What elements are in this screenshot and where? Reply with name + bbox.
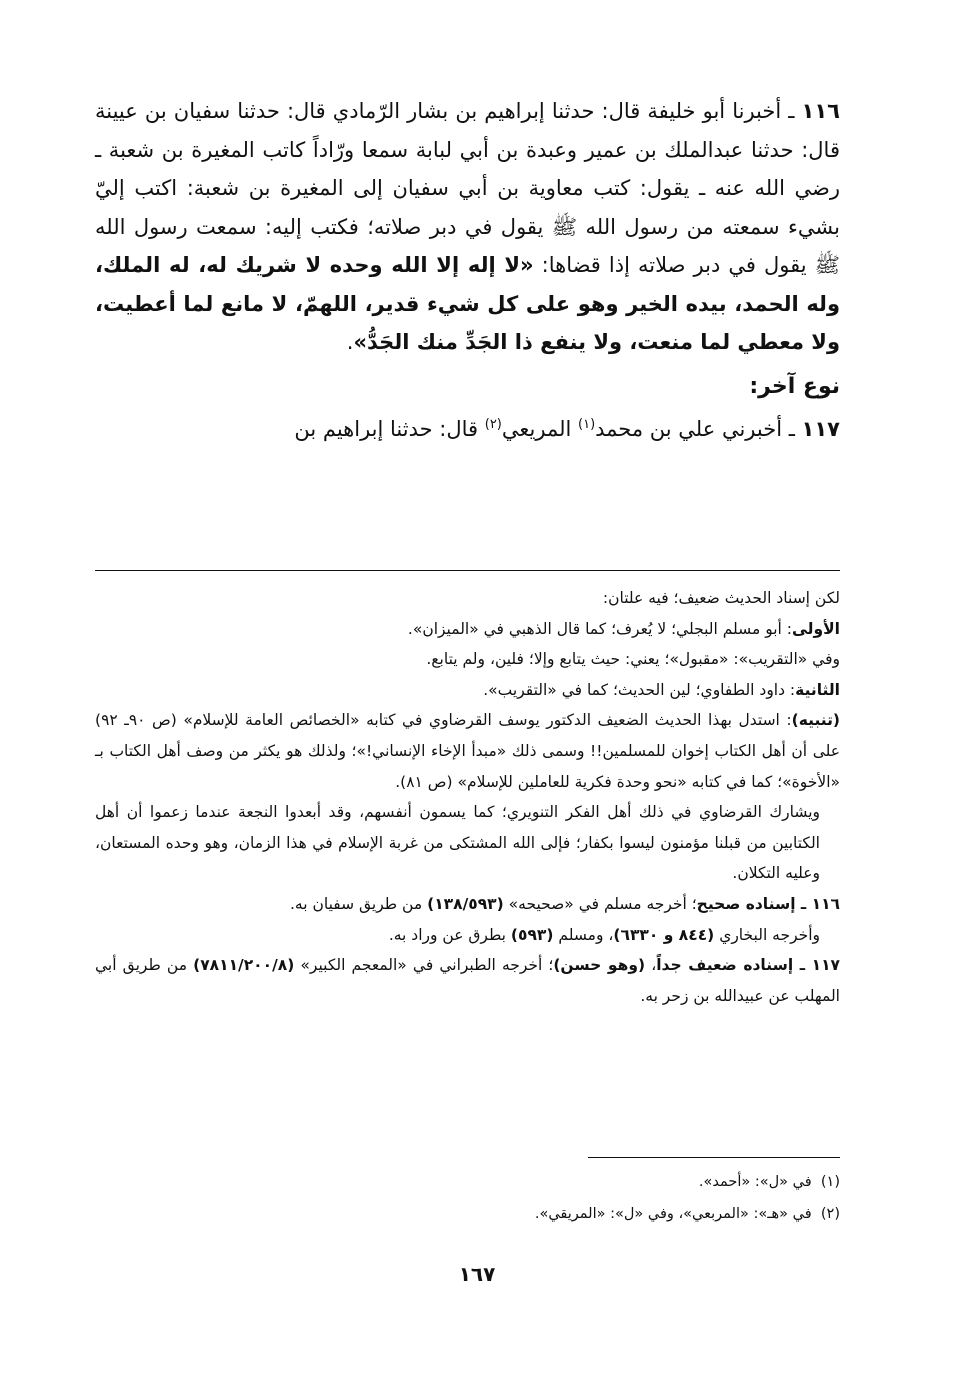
note-ref: (١٣٨/٥٩٣) bbox=[427, 894, 504, 913]
note-text: : داود الطفاوي؛ لين الحديث؛ كما في «التقريب». bbox=[483, 680, 796, 699]
takhrij-117 bbox=[95, 950, 840, 1011]
note-line bbox=[95, 675, 840, 706]
note-text: : أبو مسلم البجلي؛ لا يُعرف؛ كما قال الذهبي في «الميزان». bbox=[407, 619, 792, 638]
takhrij-116-extra bbox=[95, 920, 840, 951]
commentary bbox=[95, 583, 840, 1011]
note-label: (تنبيه) bbox=[791, 711, 841, 730]
hadith-isnad-end: قال: حدثنا إبراهيم بن bbox=[294, 417, 485, 441]
section-heading-text: نوع آخر: bbox=[749, 373, 840, 399]
footnote-text: في «هـ»: «المربعي»، وفي «ل»: «المريقي». bbox=[534, 1206, 812, 1222]
hadith-117 bbox=[95, 406, 840, 449]
note-label: ١١٧ ـ إسناده ضعيف جداً bbox=[656, 956, 840, 975]
note-paragraph bbox=[95, 705, 840, 797]
hadith-isnad-mid: المريعي bbox=[501, 417, 578, 441]
takhrij-116 bbox=[95, 889, 840, 920]
main-divider bbox=[95, 570, 840, 571]
footnote-2 bbox=[95, 1198, 840, 1230]
footnote-text: في «ل»: «أحمد». bbox=[698, 1174, 812, 1190]
note-text: ؛ أخرجه مسلم في «صحيحه» bbox=[503, 894, 697, 913]
note-line: وفي «التقريب»: «مقبول»؛ يعني: حيث يتابع وإلا؛ فلين، ولم يتابع. bbox=[426, 650, 840, 669]
note-paragraph: ويشارك القرضاوي في ذلك أهل الفكر التنويري؛ كما يسمون أنفسهم، وقد أبعدوا النجعة عندما زعموا أن أهل الكتابين من قبلنا مؤمنون ليسوا بكفار؛ فإلى الله المشتكى من غربة الإسلام في هذا الزمان، وهو وحده المستعان، وعليه التكلان. bbox=[95, 803, 820, 883]
note-label: الثانية bbox=[795, 680, 840, 699]
note-ref: (٨٤٤ و ٦٣٣٠) bbox=[613, 925, 715, 944]
note-text: وأخرجه البخاري bbox=[714, 925, 820, 944]
footnote-divider bbox=[588, 1157, 840, 1158]
note-text: ؛ أخرجه الطبراني في «المعجم الكبير» bbox=[294, 956, 554, 975]
footnote-ref-2: (٢) bbox=[484, 417, 502, 432]
note-ref: (٥٩٣) bbox=[510, 925, 554, 944]
note-text: بطرق عن وراد به. bbox=[388, 925, 511, 944]
page-number: ١٦٧ bbox=[458, 1262, 496, 1286]
main-text bbox=[95, 92, 840, 449]
note-text: من طريق أبي المهلب عن عبيدالله بن زحر به. bbox=[95, 956, 840, 1005]
note-line: لكن إسناد الحديث ضعيف؛ فيه علتان: bbox=[602, 589, 840, 607]
note-line bbox=[95, 614, 840, 645]
hadith-116 bbox=[95, 92, 840, 362]
hadith-isnad: ـ أخبرني علي بن محمد bbox=[595, 417, 802, 441]
footnote-1 bbox=[95, 1166, 840, 1198]
hadith-matn: «لا إله إلا الله وحده لا شريك له، له الملك، وله الحمد، بيده الخير وهو على كل شيء قدير، اللهمّ، لا مانع لما أعطيت، ولا معطي لما منعت، ولا ينفع ذا الجَدِّ منك الجَدُّ» bbox=[95, 253, 840, 354]
note-text: ، bbox=[645, 956, 657, 975]
footnote-number: (٢) bbox=[820, 1206, 840, 1222]
footnote-number: (١) bbox=[820, 1174, 840, 1190]
hadith-end: . bbox=[346, 330, 354, 354]
note-ref: (وهو حسن) bbox=[553, 956, 646, 975]
note-text: من طريق سفيان به. bbox=[289, 894, 428, 913]
footnotes bbox=[95, 1166, 840, 1230]
hadith-number: ١١٦ bbox=[801, 99, 840, 123]
note-text: ، ومسلم bbox=[553, 925, 614, 944]
hadith-number: ١١٧ bbox=[801, 417, 840, 441]
footnote-ref-1: (١) bbox=[578, 417, 596, 432]
hadith-isnad: ـ أخبرنا أبو خليفة قال: حدثنا إبراهيم بن بشار الرّمادي قال: حدثنا سفيان بن عيينة قال: حدثنا عبدالملك بن عمير وعبدة بن أبي لبابة سمعا ورّاداً كاتب المغيرة بن شعبة ـ رضي الله عنه ـ يقول: كتب معاوية بن أبي سفيان إلى المغيرة بن شعبة: اكتب إليّ بشيء سمعته من رسول الله ﷺ يقول في دبر صلاته؛ فكتب إليه: سمعت رسول الله ﷺ يقول في دبر صلاته إذا قضاها: bbox=[95, 99, 840, 277]
note-ref: (٧٨١١/٢٠٠/٨) bbox=[193, 956, 295, 975]
note-label: الأولى bbox=[792, 619, 840, 638]
note-text: : استدل بهذا الحديث الضعيف الدكتور يوسف القرضاوي في كتابه «الخصائص العامة للإسلام» (ص ٩٠ـ ٩٢) على أن أهل الكتاب إخوان للمسلمين!! وسمى ذلك «مبدأ الإخاء الإنساني!»؛ ولذلك هو يكثر من وصف أهل الكتاب بـ «الأخوة»؛ كما في كتابه «نحو وحدة فكرية للعاملين للإسلام» (ص ٨١). bbox=[95, 711, 840, 791]
section-heading bbox=[95, 368, 840, 407]
note-label: ١١٦ ـ إسناده صحيح bbox=[696, 894, 840, 913]
